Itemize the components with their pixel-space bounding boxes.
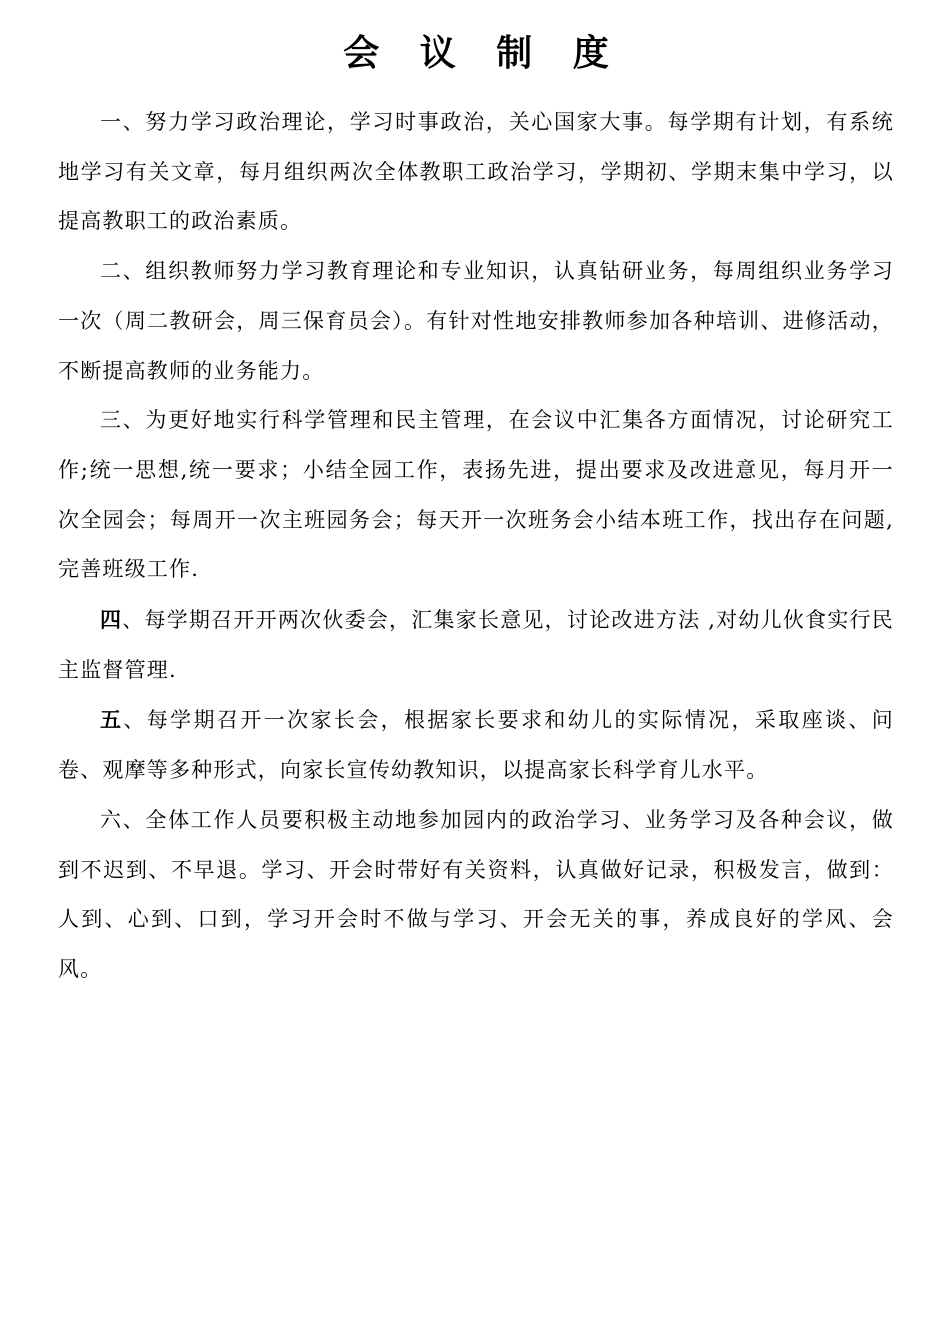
paragraph-1-text: 努力学习政治理论，学习时事政治，关心国家大事。每学期有计划，有系统地学习有关文章，每月组织两次全体教职工政治学习，学期初、学期末集中学习，以提高教职工的政治素质。: [58, 110, 894, 234]
paragraph-5: [58, 695, 894, 795]
paragraph-2-text: 组织教师努力学习教育理论和专业知识，认真钻研业务，每周组织业务学习一次（周二教研会，周三保育员会）。有针对性地安排教师参加各种培训、进修活动，不断提高教师的业务能力。: [58, 259, 894, 383]
paragraph-4: [58, 595, 894, 695]
paragraph-4-text: 、每学期召开开两次伙委会，汇集家长意见，讨论改进方法 ,对幼儿伙食实行民主监督管理.: [58, 608, 894, 682]
paragraph-6-text: 全体工作人员要积极主动地参加园内的政治学习、业务学习及各种会议，做到不迟到、不早退。学习、开会时带好有关资料，认真做好记录，积极发言，做到：人到、心到、口到，学习开会时不做与学习、开会无关的事，养成良好的学风、会风。: [58, 807, 894, 981]
paragraph-1-lead: 一、: [100, 110, 146, 134]
paragraph-6-lead: 六、: [100, 807, 146, 832]
paragraph-3: [58, 396, 894, 595]
paragraph-3-text: 为更好地实行科学管理和民主管理，在会议中汇集各方面情况，讨论研究工作;统一思想,统一要求；小结全园工作，表扬先进，提出要求及改进意见，每月开一次全园会；每周开一次主班园务会；每天开一次班务会小结本班工作，找出存在问题,完善班级工作.: [58, 408, 894, 582]
paragraph-6: [58, 796, 894, 995]
document-page: [58, 28, 894, 995]
paragraph-5-text: 、每学期召开一次家长会，根据家长要求和幼儿的实际情况，采取座谈、问卷、观摩等多种形式，向家长宣传幼教知识，以提高家长科学育儿水平。: [58, 708, 894, 783]
paragraph-2: [58, 247, 894, 396]
page-title: 会 议 制 度: [343, 32, 623, 74]
paragraph-2-lead: 二、: [100, 259, 146, 284]
paragraph-4-lead: 四: [100, 607, 123, 633]
paragraph-1: [58, 98, 894, 247]
paragraph-5-lead: 五: [100, 707, 124, 733]
paragraph-3-lead: 三、: [100, 408, 146, 433]
